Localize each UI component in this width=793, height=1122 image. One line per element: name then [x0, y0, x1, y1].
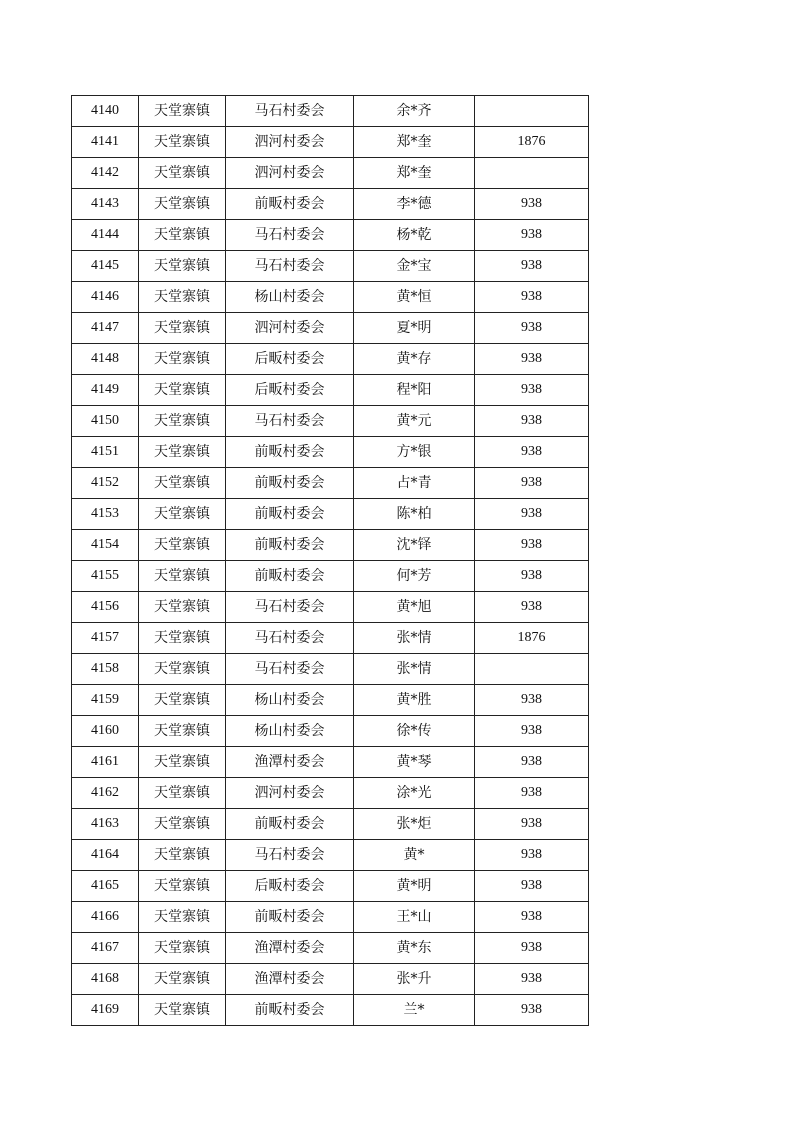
row-number-cell: 4145	[72, 251, 139, 282]
name-cell: 张*升	[354, 964, 475, 995]
amount-cell: 938	[475, 902, 589, 933]
table-row	[72, 530, 589, 561]
table-row	[72, 313, 589, 344]
village-cell: 泗河村委会	[226, 127, 354, 158]
village-cell: 前畈村委会	[226, 561, 354, 592]
amount-cell: 938	[475, 964, 589, 995]
town-cell: 天堂寨镇	[139, 809, 226, 840]
town-cell: 天堂寨镇	[139, 220, 226, 251]
table-row	[72, 189, 589, 220]
table-row	[72, 592, 589, 623]
amount-cell: 938	[475, 933, 589, 964]
town-cell: 天堂寨镇	[139, 964, 226, 995]
town-cell: 天堂寨镇	[139, 437, 226, 468]
amount-cell: 938	[475, 561, 589, 592]
town-cell: 天堂寨镇	[139, 468, 226, 499]
amount-cell	[475, 158, 589, 189]
amount-cell: 938	[475, 685, 589, 716]
town-cell: 天堂寨镇	[139, 902, 226, 933]
town-cell: 天堂寨镇	[139, 747, 226, 778]
table-row	[72, 468, 589, 499]
row-number-cell: 4164	[72, 840, 139, 871]
row-number-cell: 4154	[72, 530, 139, 561]
table-row	[72, 995, 589, 1026]
row-number-cell: 4155	[72, 561, 139, 592]
name-cell: 黄*恒	[354, 282, 475, 313]
amount-cell: 938	[475, 530, 589, 561]
row-number-cell: 4169	[72, 995, 139, 1026]
name-cell: 陈*柏	[354, 499, 475, 530]
row-number-cell: 4153	[72, 499, 139, 530]
row-number-cell: 4157	[72, 623, 139, 654]
row-number-cell: 4165	[72, 871, 139, 902]
village-cell: 前畈村委会	[226, 499, 354, 530]
table-row	[72, 654, 589, 685]
village-cell: 马石村委会	[226, 251, 354, 282]
name-cell: 徐*传	[354, 716, 475, 747]
village-cell: 后畈村委会	[226, 344, 354, 375]
town-cell: 天堂寨镇	[139, 499, 226, 530]
town-cell: 天堂寨镇	[139, 654, 226, 685]
village-cell: 马石村委会	[226, 96, 354, 127]
town-cell: 天堂寨镇	[139, 189, 226, 220]
town-cell: 天堂寨镇	[139, 313, 226, 344]
village-cell: 前畈村委会	[226, 530, 354, 561]
row-number-cell: 4141	[72, 127, 139, 158]
table-row	[72, 871, 589, 902]
name-cell: 黄*	[354, 840, 475, 871]
name-cell: 张*情	[354, 623, 475, 654]
town-cell: 天堂寨镇	[139, 778, 226, 809]
table-row	[72, 282, 589, 313]
row-number-cell: 4150	[72, 406, 139, 437]
name-cell: 张*炬	[354, 809, 475, 840]
amount-cell: 938	[475, 778, 589, 809]
town-cell: 天堂寨镇	[139, 933, 226, 964]
village-cell: 马石村委会	[226, 654, 354, 685]
town-cell: 天堂寨镇	[139, 158, 226, 189]
row-number-cell: 4167	[72, 933, 139, 964]
village-cell: 马石村委会	[226, 220, 354, 251]
town-cell: 天堂寨镇	[139, 282, 226, 313]
village-cell: 渔潭村委会	[226, 964, 354, 995]
row-number-cell: 4151	[72, 437, 139, 468]
town-cell: 天堂寨镇	[139, 592, 226, 623]
name-cell: 黄*胜	[354, 685, 475, 716]
amount-cell: 938	[475, 871, 589, 902]
town-cell: 天堂寨镇	[139, 623, 226, 654]
village-cell: 前畈村委会	[226, 902, 354, 933]
village-cell: 前畈村委会	[226, 468, 354, 499]
name-cell: 涂*光	[354, 778, 475, 809]
amount-cell: 938	[475, 251, 589, 282]
amount-cell: 938	[475, 809, 589, 840]
village-cell: 泗河村委会	[226, 778, 354, 809]
table-row	[72, 251, 589, 282]
table-row	[72, 220, 589, 251]
table-row	[72, 344, 589, 375]
amount-cell: 938	[475, 220, 589, 251]
row-number-cell: 4143	[72, 189, 139, 220]
village-cell: 渔潭村委会	[226, 933, 354, 964]
table-row	[72, 127, 589, 158]
table-row	[72, 716, 589, 747]
row-number-cell: 4146	[72, 282, 139, 313]
name-cell: 占*青	[354, 468, 475, 499]
name-cell: 程*阳	[354, 375, 475, 406]
table-row	[72, 840, 589, 871]
name-cell: 黄*东	[354, 933, 475, 964]
row-number-cell: 4149	[72, 375, 139, 406]
table-row	[72, 499, 589, 530]
name-cell: 方*银	[354, 437, 475, 468]
town-cell: 天堂寨镇	[139, 871, 226, 902]
amount-cell: 938	[475, 468, 589, 499]
amount-cell: 938	[475, 747, 589, 778]
amount-cell: 938	[475, 437, 589, 468]
table-row	[72, 809, 589, 840]
table-row	[72, 685, 589, 716]
table-row	[72, 902, 589, 933]
table-row	[72, 375, 589, 406]
town-cell: 天堂寨镇	[139, 685, 226, 716]
row-number-cell: 4159	[72, 685, 139, 716]
table-row	[72, 406, 589, 437]
amount-cell: 1876	[475, 623, 589, 654]
amount-cell: 938	[475, 189, 589, 220]
table-row	[72, 623, 589, 654]
table-body	[72, 96, 589, 1026]
name-cell: 黄*元	[354, 406, 475, 437]
row-number-cell: 4152	[72, 468, 139, 499]
village-cell: 杨山村委会	[226, 716, 354, 747]
table-row	[72, 158, 589, 189]
name-cell: 黄*旭	[354, 592, 475, 623]
amount-cell: 938	[475, 995, 589, 1026]
village-cell: 前畈村委会	[226, 189, 354, 220]
table-row	[72, 964, 589, 995]
row-number-cell: 4147	[72, 313, 139, 344]
table-row	[72, 96, 589, 127]
table-row	[72, 747, 589, 778]
town-cell: 天堂寨镇	[139, 716, 226, 747]
village-cell: 后畈村委会	[226, 375, 354, 406]
row-number-cell: 4163	[72, 809, 139, 840]
amount-cell: 938	[475, 716, 589, 747]
town-cell: 天堂寨镇	[139, 530, 226, 561]
name-cell: 郑*奎	[354, 127, 475, 158]
name-cell: 金*宝	[354, 251, 475, 282]
table-row	[72, 561, 589, 592]
name-cell: 黄*存	[354, 344, 475, 375]
subsidy-table	[71, 95, 589, 1026]
town-cell: 天堂寨镇	[139, 375, 226, 406]
village-cell: 泗河村委会	[226, 158, 354, 189]
amount-cell: 938	[475, 592, 589, 623]
name-cell: 杨*乾	[354, 220, 475, 251]
village-cell: 马石村委会	[226, 592, 354, 623]
name-cell: 兰*	[354, 995, 475, 1026]
row-number-cell: 4161	[72, 747, 139, 778]
village-cell: 杨山村委会	[226, 685, 354, 716]
amount-cell: 938	[475, 282, 589, 313]
row-number-cell: 4140	[72, 96, 139, 127]
amount-cell: 938	[475, 406, 589, 437]
row-number-cell: 4144	[72, 220, 139, 251]
town-cell: 天堂寨镇	[139, 406, 226, 437]
row-number-cell: 4142	[72, 158, 139, 189]
name-cell: 何*芳	[354, 561, 475, 592]
amount-cell: 938	[475, 313, 589, 344]
table-row	[72, 437, 589, 468]
amount-cell: 938	[475, 840, 589, 871]
amount-cell: 938	[475, 344, 589, 375]
name-cell: 余*齐	[354, 96, 475, 127]
row-number-cell: 4162	[72, 778, 139, 809]
name-cell: 张*情	[354, 654, 475, 685]
amount-cell	[475, 654, 589, 685]
table-row	[72, 778, 589, 809]
village-cell: 泗河村委会	[226, 313, 354, 344]
name-cell: 王*山	[354, 902, 475, 933]
row-number-cell: 4160	[72, 716, 139, 747]
amount-cell: 1876	[475, 127, 589, 158]
town-cell: 天堂寨镇	[139, 561, 226, 592]
name-cell: 夏*明	[354, 313, 475, 344]
town-cell: 天堂寨镇	[139, 251, 226, 282]
amount-cell	[475, 96, 589, 127]
row-number-cell: 4166	[72, 902, 139, 933]
row-number-cell: 4156	[72, 592, 139, 623]
town-cell: 天堂寨镇	[139, 995, 226, 1026]
village-cell: 马石村委会	[226, 623, 354, 654]
row-number-cell: 4148	[72, 344, 139, 375]
village-cell: 前畈村委会	[226, 809, 354, 840]
town-cell: 天堂寨镇	[139, 127, 226, 158]
town-cell: 天堂寨镇	[139, 344, 226, 375]
amount-cell: 938	[475, 499, 589, 530]
village-cell: 前畈村委会	[226, 437, 354, 468]
name-cell: 郑*奎	[354, 158, 475, 189]
amount-cell: 938	[475, 375, 589, 406]
town-cell: 天堂寨镇	[139, 96, 226, 127]
village-cell: 杨山村委会	[226, 282, 354, 313]
village-cell: 渔潭村委会	[226, 747, 354, 778]
name-cell: 沈*铎	[354, 530, 475, 561]
village-cell: 马石村委会	[226, 840, 354, 871]
name-cell: 黄*琴	[354, 747, 475, 778]
village-cell: 前畈村委会	[226, 995, 354, 1026]
row-number-cell: 4158	[72, 654, 139, 685]
name-cell: 黄*明	[354, 871, 475, 902]
table-row	[72, 933, 589, 964]
town-cell: 天堂寨镇	[139, 840, 226, 871]
name-cell: 李*德	[354, 189, 475, 220]
row-number-cell: 4168	[72, 964, 139, 995]
village-cell: 马石村委会	[226, 406, 354, 437]
village-cell: 后畈村委会	[226, 871, 354, 902]
